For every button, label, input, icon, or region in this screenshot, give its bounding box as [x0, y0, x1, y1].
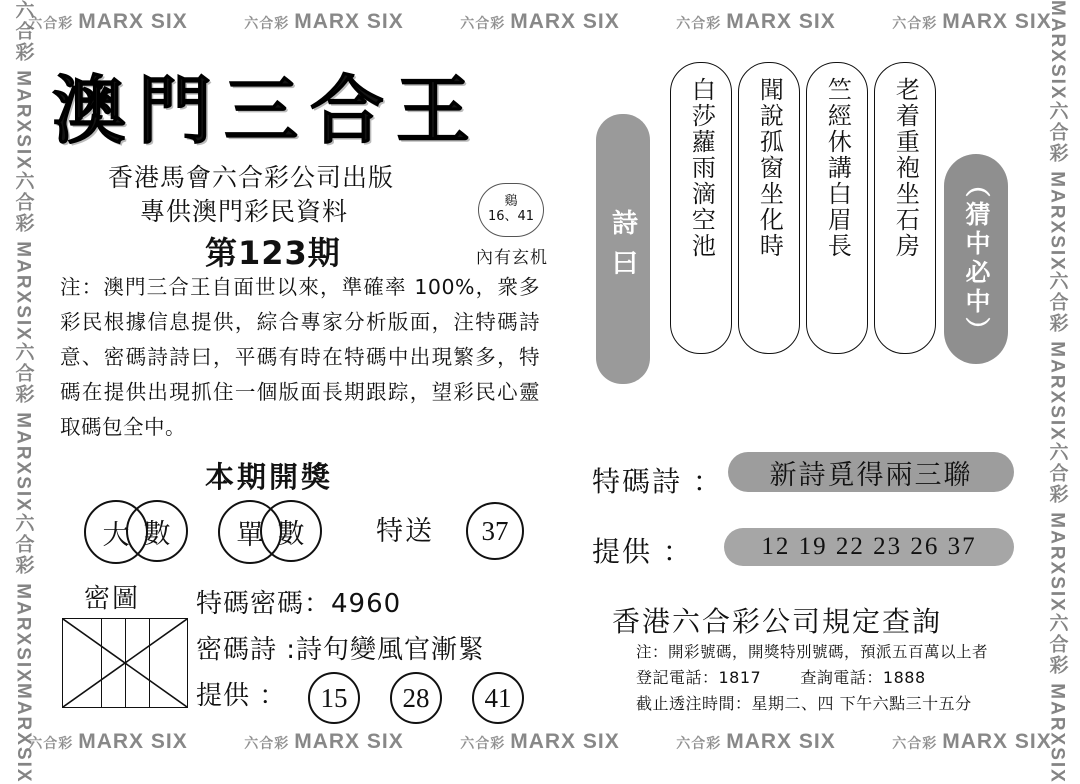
watermark-cn: 六合彩 [244, 736, 290, 752]
watermark-en: MARX SIX [510, 10, 620, 33]
watermark-cn: 六合彩 [676, 16, 722, 32]
special-poem-value: 新詩覓得兩三聯 [769, 459, 973, 491]
poem-panel [588, 62, 1008, 412]
watermark-unit [244, 730, 404, 754]
draw-pair2-left: 單 [218, 500, 282, 564]
secret-supply-label: 提供 ： [196, 681, 287, 711]
special-poem-label: 特碼詩 ： [592, 465, 723, 498]
watermark-unit [892, 730, 1052, 754]
secret-grid [62, 618, 188, 708]
zodiac-badge [478, 183, 544, 237]
poem-card [806, 62, 868, 354]
watermark-vertical: 六合彩 MARXSIX [12, 170, 34, 342]
watermark-vertical: 六合彩 MARXSIX [12, 512, 34, 684]
draw-pair1-right: 數 [126, 500, 188, 562]
watermark-en: MARX SIX [294, 730, 404, 753]
draw-pair2-right: 數 [260, 500, 322, 562]
watermark-unit [28, 730, 188, 754]
hk-cutoff-time: 截止透注時間：星期二、四 下午六點三十五分 [636, 694, 972, 713]
supply-numbers: 12 19 22 23 26 37 [761, 533, 977, 560]
publisher-line-2: 專供澳門彩民資料 [140, 197, 349, 226]
poem-grey-label [596, 114, 650, 384]
watermark-cn: 六合彩 [28, 736, 74, 752]
watermark-bottom [0, 724, 1080, 760]
watermark-unit [460, 10, 620, 34]
special-poem-pill [728, 452, 1014, 492]
watermark-cn: 六合彩 [676, 736, 722, 752]
poem-card [670, 62, 732, 354]
watermark-en: MARX SIX [726, 730, 836, 753]
watermark-en: MARX SIX [942, 730, 1052, 753]
secret-grid-label: 密圖 [84, 584, 141, 614]
issue-number: 第123期 [205, 234, 341, 272]
inner-tip: 內有玄机 [476, 248, 548, 268]
watermark-cn: 六合彩 [460, 736, 506, 752]
watermark-vertical: 六合彩 MARXSIX [12, 341, 34, 513]
zodiac-numbers: 16、41 [487, 209, 535, 224]
hk-query-note: 注：開彩號碼，開獎特別號碼，預派五百萬以上者 [636, 643, 989, 661]
watermark-en: MARX SIX [78, 730, 188, 753]
watermark-cn: 六合彩 [460, 16, 506, 32]
page-title: 澳門三合王 [52, 68, 482, 154]
watermark-vertical: 六合彩 MARXSIX [12, 0, 34, 171]
poem-card-text: 聞說孤窗坐化時 [755, 77, 784, 259]
watermark-vertical: 六合彩 MARXSIX [1046, 100, 1068, 272]
secret-supply-number: 28 [390, 672, 442, 724]
poem-card-text: 老着重袍坐石房 [891, 77, 920, 259]
guess-badge-text: （猜中必中） [962, 172, 991, 346]
watermark-en: MARX SIX [942, 10, 1052, 33]
watermark-unit [676, 10, 836, 34]
watermark-unit [28, 10, 188, 34]
send-label: 特送 [376, 516, 434, 547]
watermark-vertical: MARXSIX [1047, 0, 1068, 101]
watermark-vertical: 六合彩 MARXSIX [1046, 442, 1068, 614]
secret-supply-number: 15 [308, 672, 360, 724]
notice-text: 注：澳門三合王自面世以來，準確率 100%，衆多彩民根據信息提供，綜合專家分析版面，注特碼詩意、密碼詩詩曰，平碼有時在特碼中出現繁多，特碼在提供出現抓住一個版面長期跟踪，望彩民心靈取碼包全中。 [60, 275, 540, 439]
hk-reg-phone: 登記電話：1817 [636, 668, 762, 687]
watermark-left [0, 0, 46, 784]
watermark-cn: 六合彩 [892, 16, 938, 32]
hk-query-title: 香港六合彩公司規定查詢 [612, 605, 943, 638]
watermark-en: MARX SIX [510, 730, 620, 753]
hk-query-phone: 查詢電話：1888 [800, 668, 926, 687]
grid-diagonals-icon [63, 619, 187, 707]
watermark-cn: 六合彩 [244, 16, 290, 32]
watermark-cn: 六合彩 [28, 16, 74, 32]
special-code-line: 特碼密碼：4960 [196, 589, 402, 619]
watermark-top [0, 4, 1080, 40]
watermark-unit [460, 730, 620, 754]
watermark-cn: 六合彩 [892, 736, 938, 752]
secret-supply-number: 41 [472, 672, 524, 724]
watermark-en: MARX SIX [294, 10, 404, 33]
watermark-unit [892, 10, 1052, 34]
watermark-vertical: 六合彩 MARXSIX [1046, 271, 1068, 443]
watermark-en: MARX SIX [78, 10, 188, 33]
supply-pill [724, 528, 1014, 566]
watermark-unit [676, 730, 836, 754]
send-number: 37 [466, 502, 524, 560]
watermark-en: MARX SIX [726, 10, 836, 33]
draw-pair1-left: 大 [84, 500, 148, 564]
poem-card-text: 白莎蘿雨滴空池 [687, 77, 716, 259]
poem-card-text: 竺經休講白眉長 [823, 77, 852, 259]
publisher-line-1: 香港馬會六合彩公司出版 [108, 163, 395, 192]
watermark-right [1034, 0, 1080, 784]
watermark-vertical: MARXSIX [13, 683, 34, 784]
zodiac-name: 鷄 [504, 194, 518, 210]
poem-card [874, 62, 936, 354]
poem-card [738, 62, 800, 354]
hk-phone-row [636, 665, 926, 688]
guess-badge [944, 154, 1008, 364]
draw-section-title: 本期開獎 [205, 460, 334, 494]
watermark-vertical: 六合彩 MARXSIX [1046, 613, 1068, 784]
secret-poem-line: 密碼詩 :詩句變風官漸緊 [196, 635, 486, 665]
watermark-unit [244, 10, 404, 34]
supply-label: 提供 ： [592, 535, 693, 568]
poem-grey-label-text: 詩曰 [607, 209, 638, 289]
